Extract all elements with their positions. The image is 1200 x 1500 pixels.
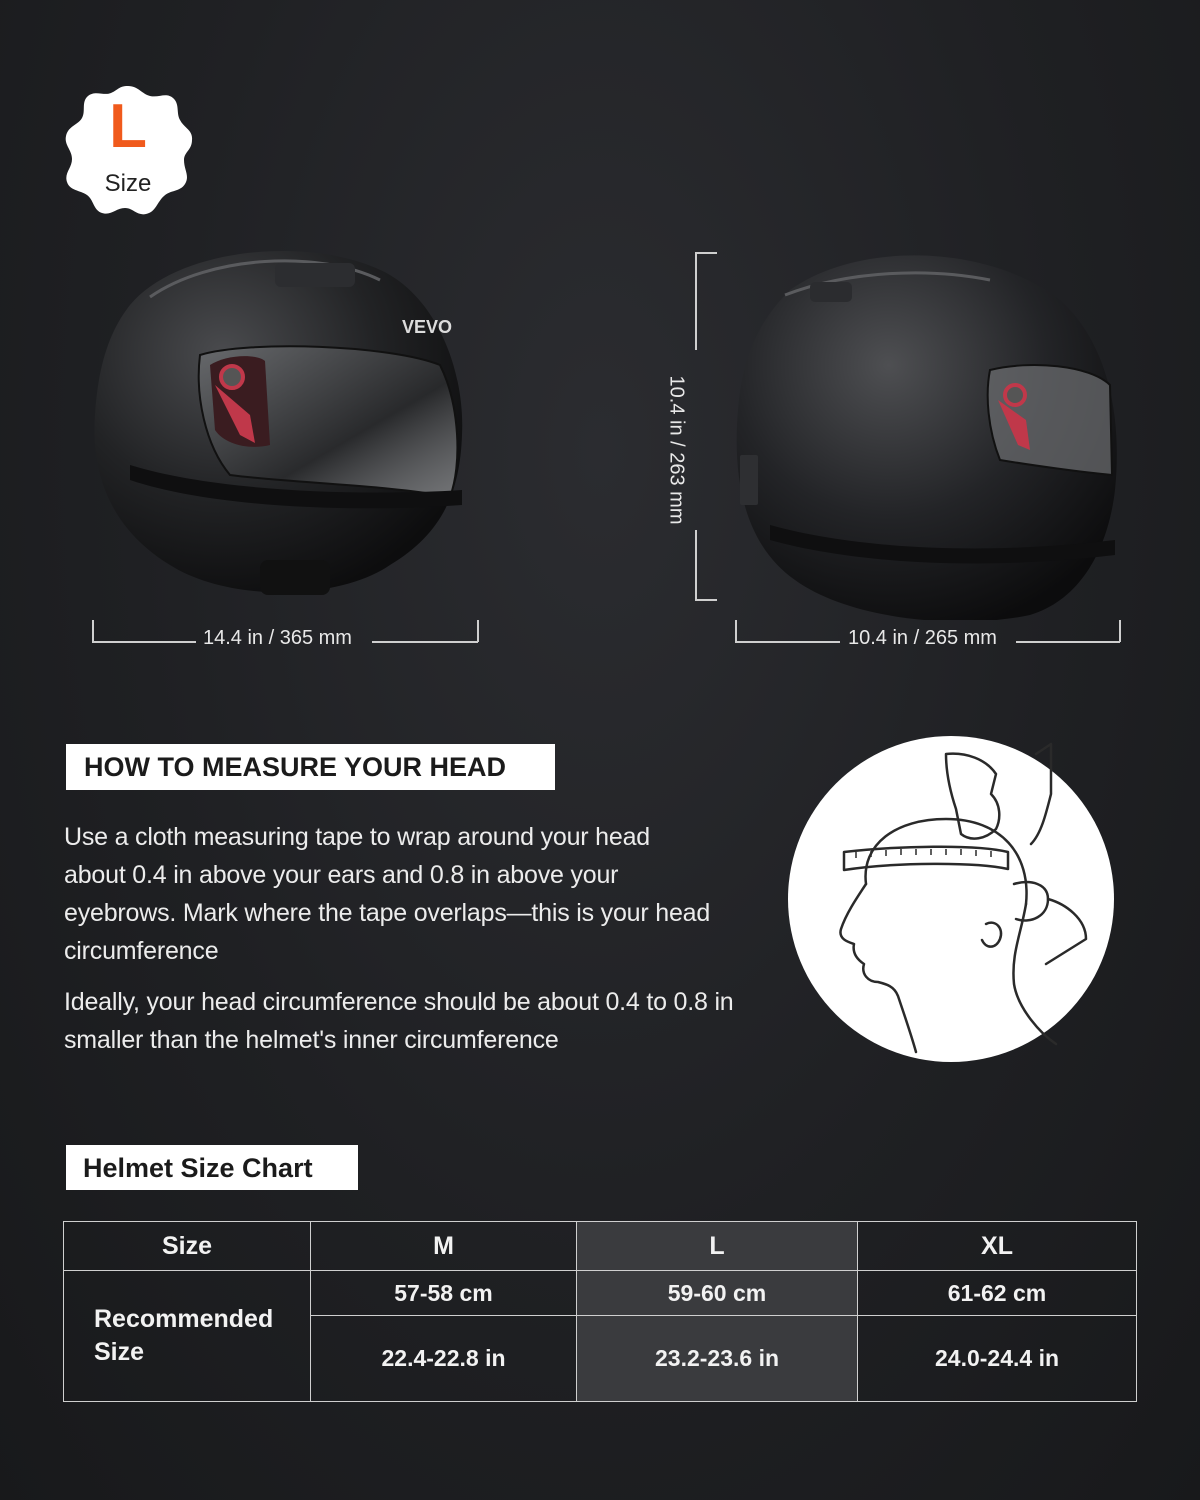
right-height-label: 10.4 in / 263 mm: [665, 375, 688, 525]
size-chart-table: [63, 1221, 1137, 1402]
table-row-cm: [64, 1271, 1137, 1316]
left-width-label: 14.4 in / 365 mm: [203, 627, 352, 649]
header-size-xl: XL: [858, 1222, 1137, 1271]
dim-tick: [1119, 620, 1121, 642]
dim-tick: [477, 620, 479, 642]
right-width-label: 10.4 in / 265 mm: [848, 627, 997, 649]
cell-m-cm: 57-58 cm: [311, 1271, 577, 1316]
dim-tick: [695, 599, 717, 601]
row-label-recommended: Recommended Size: [64, 1271, 311, 1402]
badge-letter: L: [109, 92, 147, 161]
dim-tick: [92, 620, 94, 642]
size-badge: [62, 84, 194, 216]
header-size-m: M: [311, 1222, 577, 1271]
table-header-row: [64, 1222, 1137, 1271]
measure-paragraph-1: Use a cloth measuring tape to wrap around your head about 0.4 in above your ears and 0.8 in above your eyebrows. Mark where the tape overlaps—this is your head circumference: [64, 823, 711, 965]
cell-l-cm: 59-60 cm: [577, 1271, 858, 1316]
dim-line: [735, 641, 840, 643]
dim-line: [695, 530, 697, 600]
dim-line: [372, 641, 478, 643]
dim-tick: [695, 252, 717, 254]
cell-m-in: 22.4-22.8 in: [311, 1316, 577, 1402]
badge-word: Size: [104, 170, 152, 197]
dim-line: [92, 641, 196, 643]
size-chart-title: Helmet Size Chart: [66, 1145, 358, 1190]
header-size-label: Size: [64, 1222, 311, 1271]
dim-tick: [735, 620, 737, 642]
cell-xl-cm: 61-62 cm: [858, 1271, 1137, 1316]
dim-line: [695, 252, 697, 350]
head-measure-illustration: [786, 734, 1116, 1064]
measure-title: HOW TO MEASURE YOUR HEAD: [66, 744, 555, 790]
cell-xl-in: 24.0-24.4 in: [858, 1316, 1137, 1402]
header-size-l: L: [577, 1222, 858, 1271]
helmet-front-image: [90, 235, 480, 610]
cell-l-in: 23.2-23.6 in: [577, 1316, 858, 1402]
helmet-rear-image: [730, 250, 1125, 620]
svg-text:VEVO: VEVO: [402, 317, 453, 337]
dim-line: [1016, 641, 1120, 643]
measure-paragraph-2: Ideally, your head circumference should be about 0.4 to 0.8 in smaller than the helmet's inner circumference: [64, 988, 734, 1054]
